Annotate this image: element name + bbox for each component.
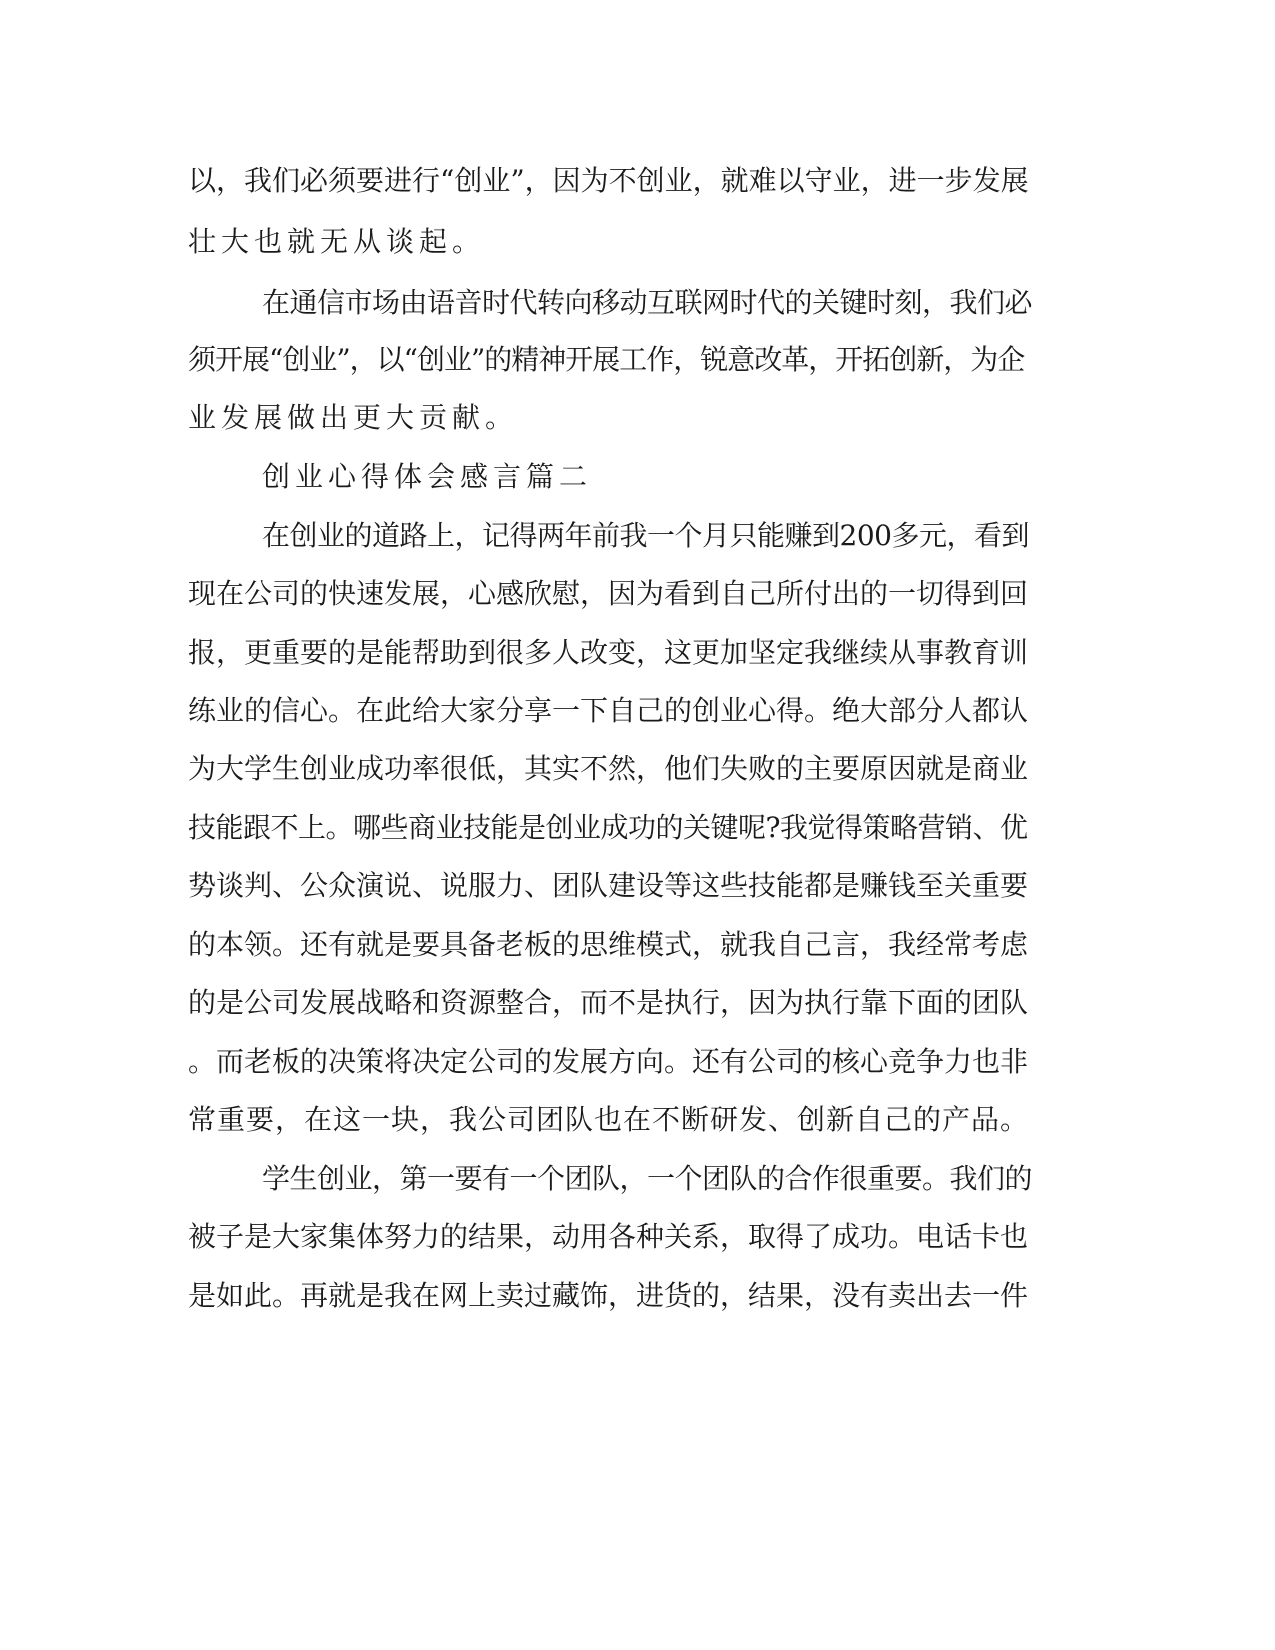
text-line: 须开展“创业”，以“创业”的精神开展工作，锐意改革，开拓创新，为企 <box>188 343 1025 376</box>
section-heading: 创业心得体会感言篇二 <box>262 460 593 493</box>
text-line: 壮大也就无从谈起。 <box>188 225 486 258</box>
text-line: 业发展做出更大贡献。 <box>188 401 519 434</box>
text-line: 技能跟不上。哪些商业技能是创业成功的关键呢?我觉得策略营销、优 <box>188 811 1028 844</box>
text-line: 的本领。还有就是要具备老板的思维模式，就我自己言，我经常考虑 <box>188 928 1029 961</box>
text-line: 。而老板的决策将决定公司的发展方向。还有公司的核心竞争力也非 <box>188 1045 1029 1078</box>
paragraph-first-line: 学生创业，第一要有一个团队，一个团队的合作很重要。我们的 <box>262 1162 1033 1195</box>
text-line: 现在公司的快速发展，心感欣慰，因为看到自己所付出的一切得到回 <box>188 577 1029 610</box>
text-line: 为大学生创业成功率很低，其实不然，他们失败的主要原因就是商业 <box>188 752 1029 785</box>
text-line: 的是公司发展战略和资源整合，而不是执行，因为执行靠下面的团队 <box>188 986 1029 1019</box>
paragraph-first-line: 在创业的道路上，记得两年前我一个月只能赚到200多元，看到 <box>262 519 1029 552</box>
text-line: 势谈判、公众演说、说服力、团队建设等这些技能都是赚钱至关重要 <box>188 869 1029 902</box>
paragraph-first-line: 在通信市场由语音时代转向移动互联网时代的关键时刻，我们必 <box>262 286 1033 319</box>
text-line: 常重要，在这一块，我公司团队也在不断研发、创新自己的产品。 <box>188 1103 1030 1136</box>
text-line: 报，更重要的是能帮助到很多人改变，这更加坚定我继续从事教育训 <box>188 636 1029 669</box>
text-line: 被子是大家集体努力的结果，动用各种关系，取得了成功。电话卡也 <box>188 1220 1029 1253</box>
text-line: 以，我们必须要进行“创业”，因为不创业，就难以守业，进一步发展 <box>188 164 1029 197</box>
text-line: 是如此。再就是我在网上卖过藏饰，进货的，结果，没有卖出去一件 <box>188 1279 1029 1312</box>
text-line: 练业的信心。在此给大家分享一下自己的创业心得。绝大部分人都认 <box>188 694 1029 727</box>
